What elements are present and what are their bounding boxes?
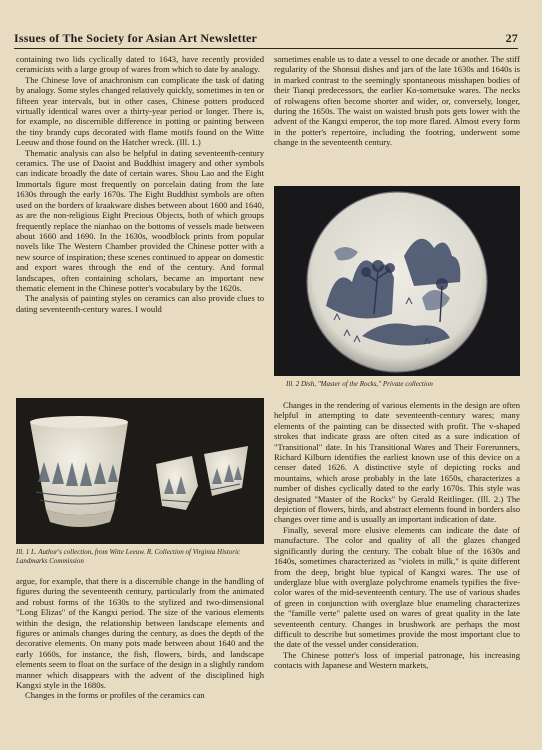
left-column-bottom [16, 576, 264, 701]
paragraph: Changes in the rendering of various elements in the design are often helpful in attempting to date seventeenth-century wares; many elements of the painting can be dissected with profit. The v-shaped strokes that indicate grass are often cited as a sure indication of "Transitional" date. In his Transitional Wares and Their Forerunners, Richard Kilburn identifies the earliest known use of this device on a censer dated 1626. A distinctive style of depicting rocks and mountains, which arose probably in the late 1650s, characterizes a number of dishes cyclically dated to the early 1670s. This style was designated "Master of the Rocks" by Gerald Reitlinger. (Ill. 2.) The depiction of flowers, birds, and abstract elements found in borders also changes over time and is usually an important indication of date. [274, 400, 520, 525]
paragraph: The Chinese potter's loss of imperial patronage, his increasing contacts with Japanese and Western markets, [274, 649, 520, 671]
paragraph: containing two lids cyclically dated to 1643, have recently provided ceramicists with a large group of wares from which to date by analogy. [16, 54, 264, 75]
paragraph: Changes in the forms or profiles of the ceramics can [25, 690, 205, 701]
paragraph: argue, for example, that there is a discernible change in the handling of figures during the seventeenth century, particularly from the animated and robust forms of the 1630s to the stylized and two-dimensional "Long Elizas" of the Kangxi period. The size of the various elements within the design, the relationship between landscape elements and figures or animals changes during the century, as does the depth of the decorative elements. On many pots made between about 1640 and the early 1660s, for instance, the fish, flowers, birds, and landscape elements seem to float on the surface of the design in a slightly random manner which disappears with the advent of the disciplined high Kangxi style in the 1680s. [16, 576, 264, 691]
header-title: Issues of The Society for Asian Art Newsletter [14, 31, 258, 45]
figure-ill2-photo [274, 186, 520, 376]
right-column-top [274, 54, 520, 148]
header-rule [14, 48, 518, 49]
dish-image [274, 186, 520, 376]
paragraph: The Chinese love of anachronism can complicate the task of dating by analogy. Some styles changed relatively quickly, sometimes in ten or fifteen year intervals, but in other cases, Chinese potters produced virtually identical wares over a thirty-year period or longer. There is, for example, no discernible difference in potting or painting between the tiny brandy cups decorated with flame motifs found on the Witte Leeuw and those found on the Hatcher wreck. (Ill. 1.) [16, 74, 264, 148]
paragraph: Finally, several more elusive elements can indicate the date of manufacture. The color and quality of all the glazes changed significantly during the century. The cobalt blue of the 1630s and 1640s, sometimes characterized as "violets in milk," is quite different from the deep, bright blue typical of Kangxi wares. The use of underglaze blue with overglaze polychrome enamels typifies the five-color wares of the mid-seventeenth century. The use of various shades of green in conjunction with overglaze blue enameling characterizes the "famille verte" palette used on wares of great quality in the late seventeenth century. Changes in brushwork are perhaps the most difficult to describe but sometimes provide the most important clue to the date of the vessel under consideration. [274, 524, 520, 650]
brandy-cups-image [16, 398, 264, 544]
figure-ill1-photo [16, 398, 264, 544]
running-header [14, 30, 518, 46]
paragraph: sometimes enable us to date a vessel to one decade or another. The stiff regularity of the Shonsui dishes and jars of the late 1630s and 1640s is in marked contrast to the seemingly spontaneous misshapen bodies of their Tianqi predecessors, the earlier Ko-sometsuke wares. The necks of rolwagens often become shorter and wider, or, conversely, longer, during the 1650s. The waist on waisted brush pots gets lower with the advent of the Kangxi emperor, the top more flared. Almost every form in the potter's repertoire, including the footring, underwent some change in the seventeenth century. [274, 54, 520, 148]
left-column-top [16, 54, 264, 314]
figure-ill1-caption: Ill. 1 L. Author's collection, from Witte Leeuw. R. Collection of Virginia Historic Landmarks Commission [16, 548, 240, 565]
page-number: 27 [505, 31, 518, 45]
right-column-bottom [274, 400, 520, 671]
paragraph: Thematic analysis can also be helpful in dating seventeenth-century ceramics. The use of Daoist and Buddhist imagery and other symbols can indicate broadly the date of certain wares. Shou Lao and the Eight Immortals figure most frequently on porcelain dating from the late 1630s through the early 1670s. The Eight Buddhist symbols are often used on the borders of kraakware dishes between about 1600 and 1640, as are the non-religious Eight Precious Objects, both of which groups frequently replace the nianhao on the bottoms of vessels made between about 1660 and 1690. In the 1630s, woodblock prints from popular novels like The Western Chamber provided the Chinese potter with a new source of inspiration; these scenes continued to appear on domestic and export wares through the end of the century. And formal landscapes, often containing scholars, became an important new thematic element in the Chinese potter's vocabulary by the 1620s. [16, 147, 264, 293]
figure-ill2-caption: Ill. 2 Dish, "Master of the Rocks," Private collection [286, 380, 433, 388]
paragraph: The analysis of painting styles on ceramics can also provide clues to dating seventeenth-century wares. I would [16, 293, 264, 314]
